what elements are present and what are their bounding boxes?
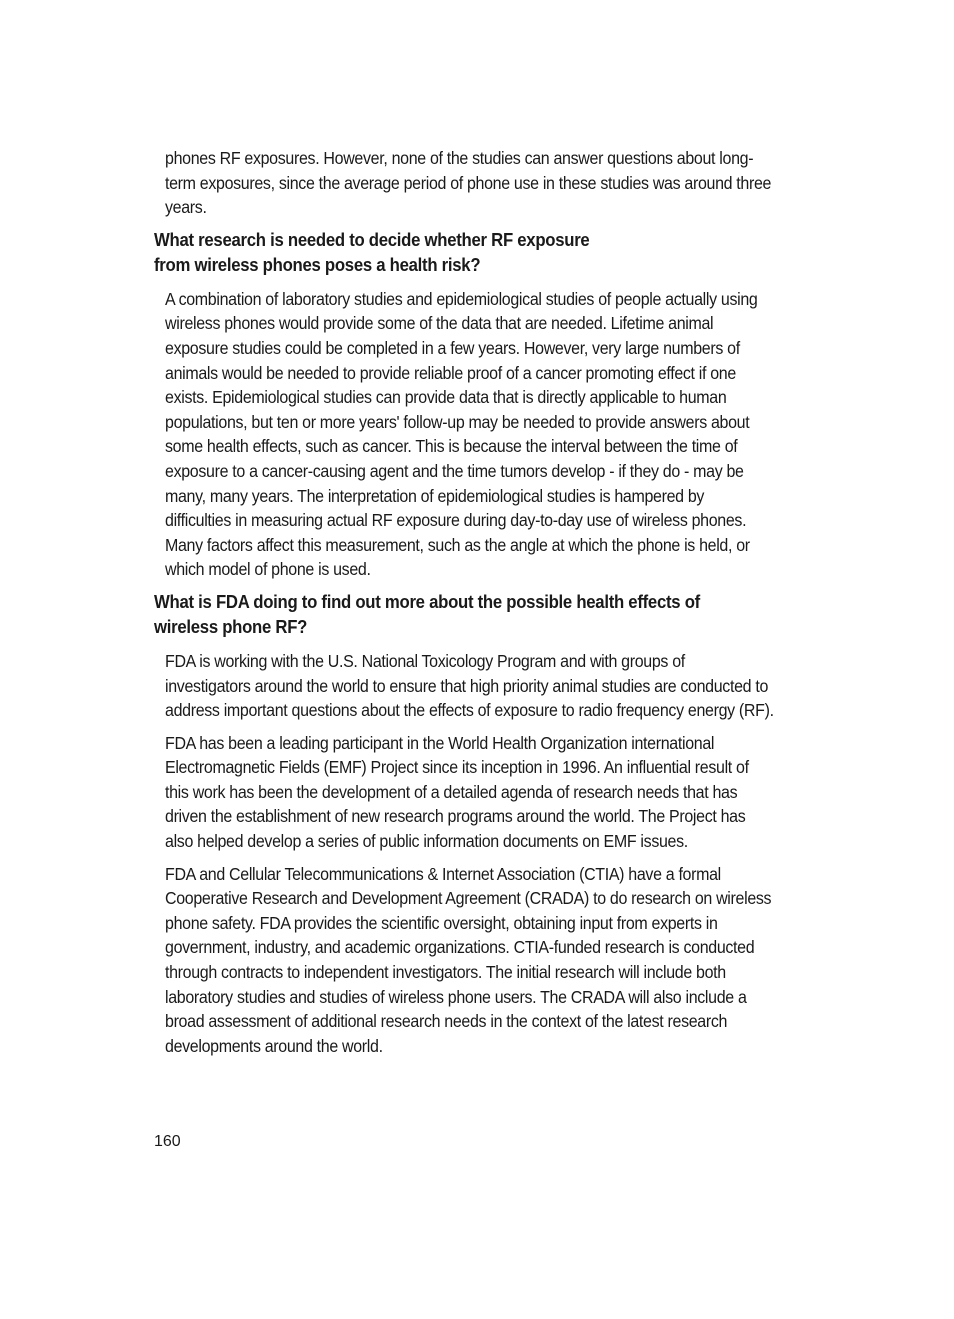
- fda-ctia-crada-paragraph: FDA and Cellular Telecommunications & Internet Association (CTIA) have a formal Cooperative Research and Development Agreement (CRADA) to do research on wireless phone safety. FDA provides the scientific oversight, obtaining input from experts in government, industry, and academic organizations. CTIA-funded research is conducted through contracts to independent investigators. The initial research will include both laboratory studies and studies of wireless phone users. The CRADA will also include a broad assessment of additional research needs in the context of the latest research developments around the world.: [165, 863, 772, 1056]
- page-content: [154, 146, 774, 1066]
- section-heading-research-needed: [154, 228, 768, 279]
- page-number: 160: [154, 1133, 181, 1150]
- fda-ntp-paragraph: FDA is working with the U.S. National Toxicology Program and with groups of investigators around the world to ensure that high priority animal studies are conducted to address important questions about the effects of exposure to radio frequency energy (RF).: [165, 650, 774, 721]
- fda-emf-project-paragraph: FDA has been a leading participant in the World Health Organization international Electromagnetic Fields (EMF) Project since its inception in 1996. An influential result of this work has been the development of a detailed agenda of research needs that has driven the establishment of new research programs around the world. The Project has also helped develop a series of public information documents on EMF issues.: [165, 732, 749, 852]
- section-heading-fda-doing: [154, 590, 768, 641]
- research-needed-paragraph: A combination of laboratory studies and epidemiological studies of people actually using wireless phones would provide some of the data that are needed. Lifetime animal exposure studies could be completed in a few years. However, very large numbers of animals would be needed to provide reliable proof of a cancer promoting effect if one exists. Epidemiological studies can provide data that is directly applicable to human populations, but ten or more years' follow-up may be needed to provide answers about some health effects, such as cancer. This is because the interval between the time of exposure to a cancer-causing agent and the time tumors develop - if they do - may be many, many years. The interpretation of epidemiological studies is hampered by difficulties in measuring actual RF exposure during day-to-day use of wireless phones. Many factors affect this measurement, such as the angle at which the phone is held, or which model of phone is used.: [165, 288, 758, 580]
- section-heading-line: What research is needed to decide whether RF exposure: [154, 229, 590, 250]
- intro-paragraph: phones RF exposures. However, none of the studies can answer questions about long-term exposures, since the average period of phone use in these studies was around three years.: [165, 148, 772, 218]
- section-heading-line: What is FDA doing to find out more about the possible health effects of: [154, 591, 700, 612]
- section-heading-line: from wireless phones poses a health risk?: [154, 255, 481, 276]
- section-heading-line: wireless phone RF?: [154, 617, 308, 638]
